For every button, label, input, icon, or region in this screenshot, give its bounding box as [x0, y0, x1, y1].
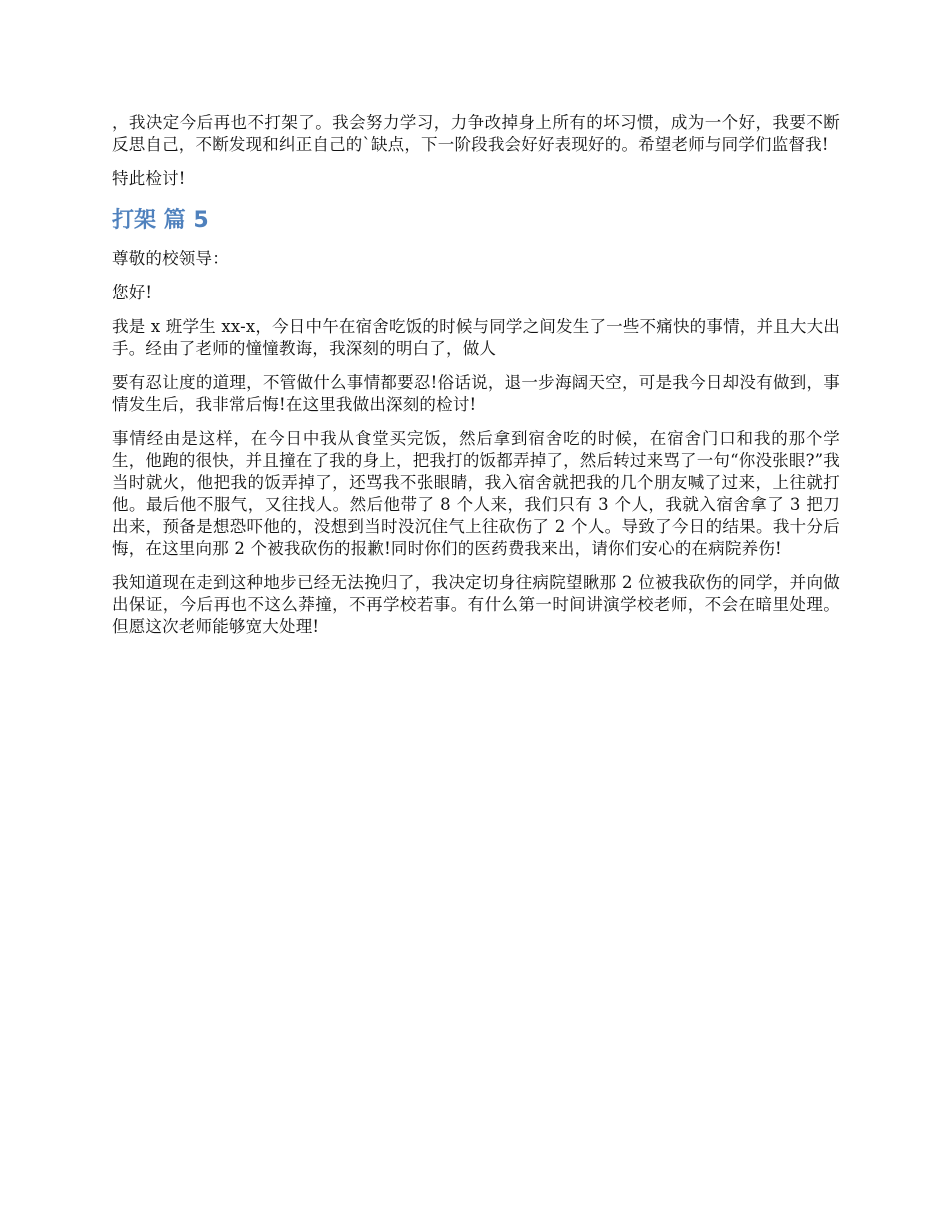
paragraph-1: 我是 x 班学生 xx-x，今日中午在宿舍吃饭的时候与同学之间发生了一些不痛快的事情，并且大大出手。经由了老师的憧憧教诲，我深刻的明白了，做人: [112, 317, 840, 358]
salutation: 尊敬的校领导：: [112, 249, 229, 268]
greeting: 您好!: [112, 283, 153, 302]
paragraph-continued: ，我决定今后再也不打架了。我会努力学习，力争改掉身上所有的坏习惯，成为一个好，我要不断反思自己，不断发现和纠正自己的`缺点，下一阶段我会好好表现好的。希望老师与同学们监督我!: [112, 113, 840, 154]
document-body: [112, 112, 840, 638]
closing-line: 特此检讨!: [112, 169, 186, 188]
paragraph-4: 我知道现在走到这种地步已经无法挽归了，我决定切身往病院望瞅那 2 位被我砍伤的同学，并向做出保证，今后再也不这么莽撞，不再学校若事。有什么第一时间讲演学校老师，不会在暗里处理。但愿这次老师能够宽大处理!: [112, 573, 840, 636]
paragraph-2: 要有忍让度的道理，不管做什么事情都要忍!俗话说，退一步海阔天空，可是我今日却没有做到，事情发生后，我非常后悔!在这里我做出深刻的检讨!: [112, 373, 840, 414]
paragraph-3: 事情经由是这样，在今日中我从食堂买完饭，然后拿到宿舍吃的时候，在宿舍门口和我的那个学生，他跑的很快，并且撞在了我的身上，把我打的饭都弄掉了，然后转过来骂了一句“你没张眼?”我当时就火，他把我的饭弄掉了，还骂我不张眼睛，我入宿舍就把我的几个朋友喊了过来，上往就打他。最后他不服气，又往找人。然后他带了 8 个人来，我们只有 3 个人，我就入宿舍拿了 3 把刀出来，预备是想恐吓他的，没想到当时没沉住气上往砍伤了 2 个人。导致了今日的结果。我十分后悔，在这里向那 2 个被我砍伤的报歉!同时你们的医药费我来出，请你们安心的在病院养伤!: [112, 429, 840, 558]
section-heading: 打架 篇 5: [112, 208, 209, 233]
